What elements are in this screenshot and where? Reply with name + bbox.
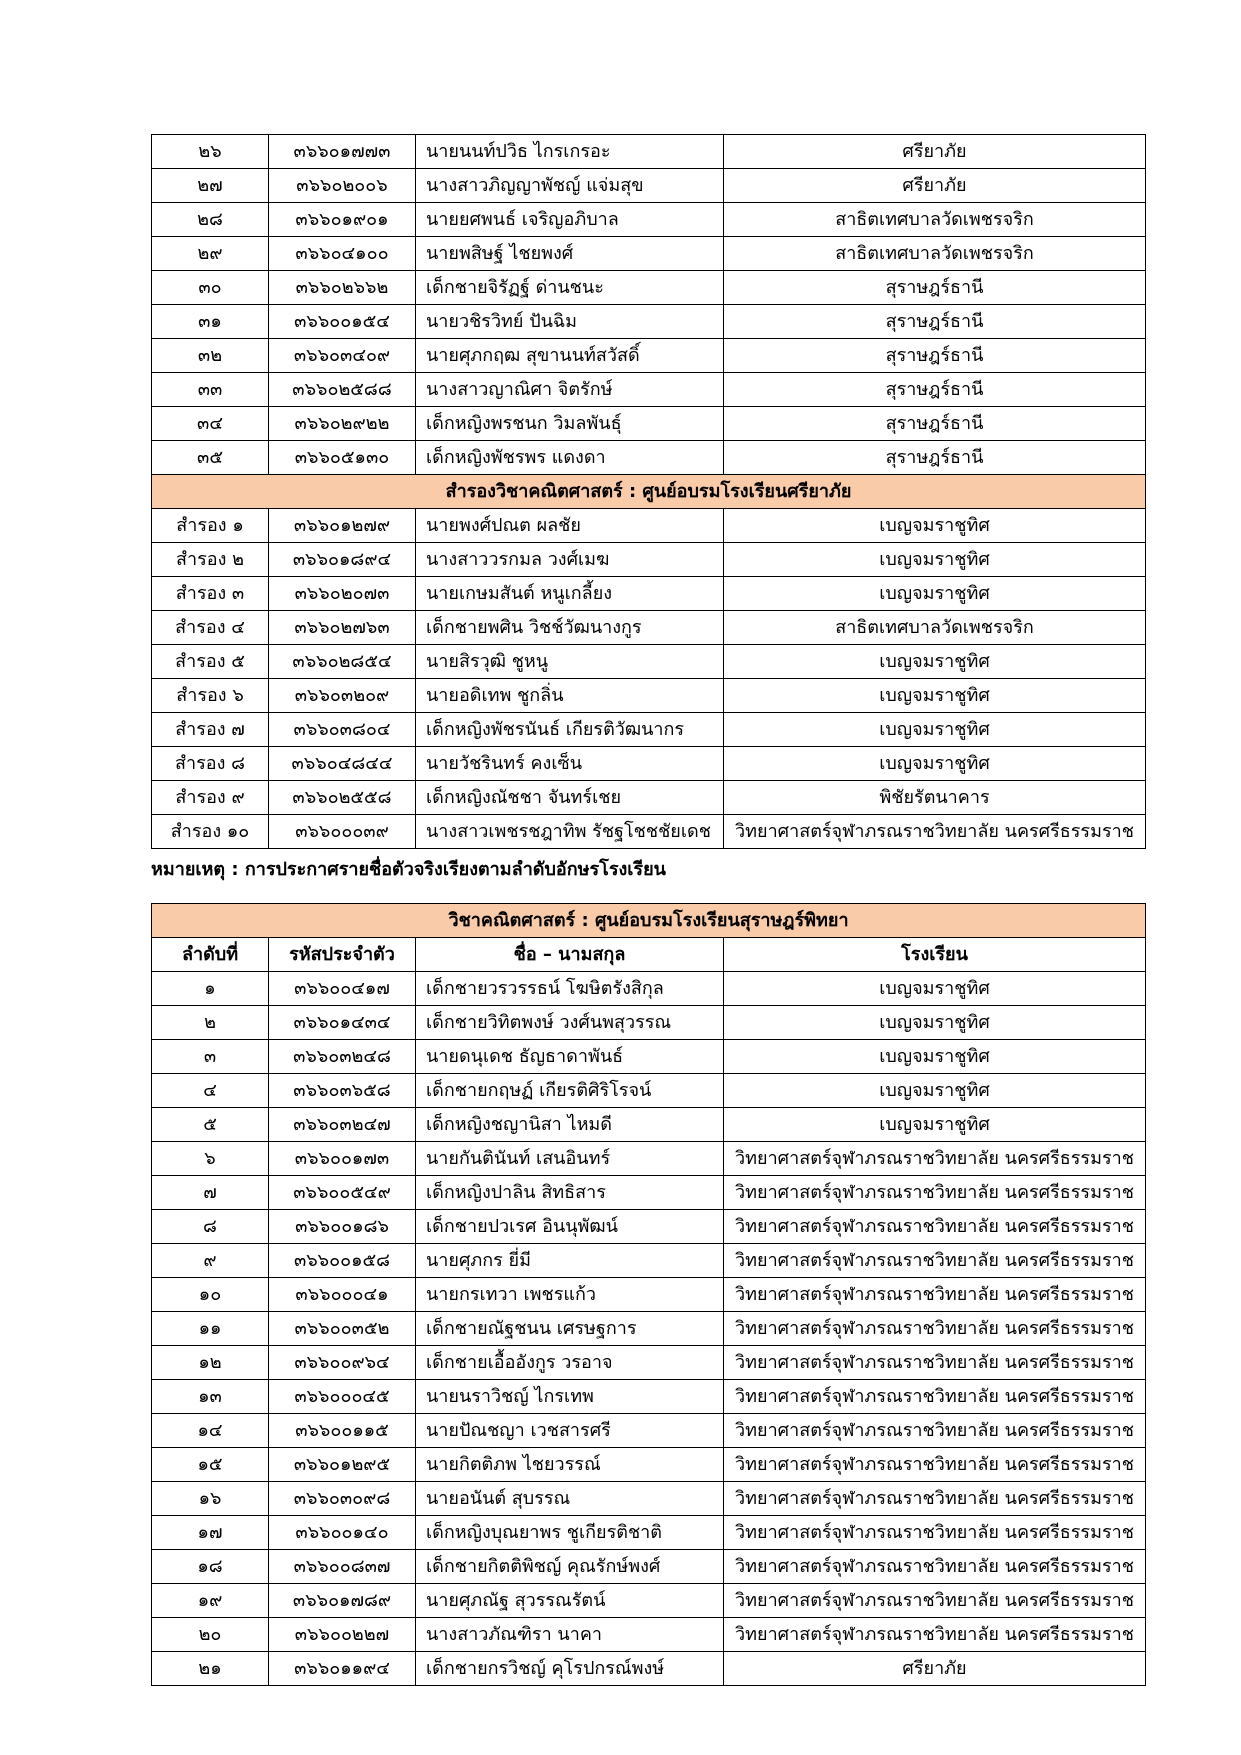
row-number: สำรอง ๖ — [152, 679, 269, 713]
school-name: เบญจมราชูทิศ — [724, 713, 1146, 747]
school-name: เบญจมราชูทิศ — [724, 509, 1146, 543]
table-row — [152, 1346, 1146, 1380]
row-number: ๑๘ — [152, 1550, 269, 1584]
note-text: หมายเหตุ : การประกาศรายชื่อตัวจริงเรียงตามลำดับอักษรโรงเรียน — [151, 859, 666, 880]
row-number: ๒๙ — [152, 237, 269, 271]
table-row — [152, 441, 1146, 475]
student-name: นายวัชรินทร์ คงเซ็น — [416, 747, 724, 781]
table-row — [152, 1618, 1146, 1652]
student-id: ๓๖๖๐๑๔๓๔ — [269, 1006, 416, 1040]
table-1-reserve-body — [152, 509, 1146, 849]
table-row — [152, 1482, 1146, 1516]
student-id: ๓๖๖๐๓๘๐๔ — [269, 713, 416, 747]
student-name: เด็กชายณัฐชนน เศรษฐการ — [416, 1312, 724, 1346]
school-name: วิทยาศาสตร์จุฬาภรณราชวิทยาลัย นครศรีธรรมราช — [724, 1176, 1146, 1210]
row-number: สำรอง ๘ — [152, 747, 269, 781]
table-row — [152, 1142, 1146, 1176]
table-row — [152, 1006, 1146, 1040]
student-id: ๓๖๖๐๓๒๔๗ — [269, 1108, 416, 1142]
student-name: เด็กหญิงพรชนก วิมลพันธุ์ — [416, 407, 724, 441]
row-number: ๒๐ — [152, 1618, 269, 1652]
table-row — [152, 1278, 1146, 1312]
table-row — [152, 1244, 1146, 1278]
student-name: นายเกษมสันต์ หนูเกลี้ยง — [416, 577, 724, 611]
row-number: ๙ — [152, 1244, 269, 1278]
student-name: นายพสิษฐ์ ไชยพงศ์ — [416, 237, 724, 271]
table-row — [152, 135, 1146, 169]
student-name: นายอดิเทพ ชูกลิ่น — [416, 679, 724, 713]
student-name: เด็กหญิงชญานิสา ไหมดี — [416, 1108, 724, 1142]
student-id: ๓๖๖๐๔๘๔๔ — [269, 747, 416, 781]
student-id: ๓๖๖๐๒๖๖๒ — [269, 271, 416, 305]
student-id: ๓๖๖๐๐๔๑๗ — [269, 972, 416, 1006]
student-id: ๓๖๖๐๐๑๔๐ — [269, 1516, 416, 1550]
table-row — [152, 339, 1146, 373]
student-name: นางสาวเพชรชฎาทิพ รัชฐโชชชัยเดช — [416, 815, 724, 849]
table-2-head — [152, 904, 1146, 972]
table-row — [152, 1176, 1146, 1210]
student-name: เด็กชายวิทิตพงษ์ วงศ์นพสุวรรณ — [416, 1006, 724, 1040]
school-name: วิทยาศาสตร์จุฬาภรณราชวิทยาลัย นครศรีธรรมราช — [724, 1516, 1146, 1550]
student-id: ๓๖๖๐๑๒๙๕ — [269, 1448, 416, 1482]
student-name: เด็กชายกิตติพิชญ์ คุณรักษ์พงศ์ — [416, 1550, 724, 1584]
row-number: ๑๖ — [152, 1482, 269, 1516]
school-name: วิทยาศาสตร์จุฬาภรณราชวิทยาลัย นครศรีธรรมราช — [724, 1278, 1146, 1312]
row-number: ๒ — [152, 1006, 269, 1040]
row-number: ๑๑ — [152, 1312, 269, 1346]
school-name: วิทยาศาสตร์จุฬาภรณราชวิทยาลัย นครศรีธรรมราช — [724, 1346, 1146, 1380]
student-id: ๓๖๖๐๐๐๔๑ — [269, 1278, 416, 1312]
row-number: สำรอง ๗ — [152, 713, 269, 747]
header-school: โรงเรียน — [724, 938, 1146, 972]
row-number: ๑๗ — [152, 1516, 269, 1550]
table-2-body — [152, 972, 1146, 1686]
student-name: นางสาวภัณฑิรา นาคา — [416, 1618, 724, 1652]
table-1-section — [152, 475, 1146, 509]
student-name: เด็กหญิงพัชรนันธ์ เกียรติวัฒนากร — [416, 713, 724, 747]
student-name: นายกรเทวา เพชรแก้ว — [416, 1278, 724, 1312]
school-name: เบญจมราชูทิศ — [724, 1108, 1146, 1142]
table-row — [152, 1550, 1146, 1584]
table-row — [152, 373, 1146, 407]
school-name: พิชัยรัตนาคาร — [724, 781, 1146, 815]
student-id: ๓๖๖๐๒๕๕๘ — [269, 781, 416, 815]
student-list-table-2 — [151, 903, 1146, 1686]
table-row — [152, 1108, 1146, 1142]
student-name: นางสาวญาณิศา จิตรักษ์ — [416, 373, 724, 407]
student-id: ๓๖๖๐๐๐๓๙ — [269, 815, 416, 849]
table-1-body — [152, 135, 1146, 475]
student-name: เด็กหญิงปาลิน สิทธิสาร — [416, 1176, 724, 1210]
student-name: นายสิรวุฒิ ชูหนู — [416, 645, 724, 679]
student-name: เด็กหญิงพัชรพร แดงดา — [416, 441, 724, 475]
row-number: ๑๒ — [152, 1346, 269, 1380]
school-name: สุราษฎร์ธานี — [724, 271, 1146, 305]
header-name: ชื่อ – นามสกุล — [416, 938, 724, 972]
school-name: ศรียาภัย — [724, 169, 1146, 203]
table-row — [152, 237, 1146, 271]
school-name: เบญจมราชูทิศ — [724, 1040, 1146, 1074]
student-name: นายพงศ์ปณต ผลชัย — [416, 509, 724, 543]
section-header-row — [152, 475, 1146, 509]
school-name: เบญจมราชูทิศ — [724, 747, 1146, 781]
section-title: วิชาคณิตศาสตร์ : ศูนย์อบรมโรงเรียนสุราษฎร์พิทยา — [152, 904, 1146, 938]
table-row — [152, 1210, 1146, 1244]
student-name: เด็กชายพศิน วิชช์วัฒนางกูร — [416, 611, 724, 645]
school-name: เบญจมราชูทิศ — [724, 1074, 1146, 1108]
row-number: ๓ — [152, 1040, 269, 1074]
school-name: วิทยาศาสตร์จุฬาภรณราชวิทยาลัย นครศรีธรรมราช — [724, 1210, 1146, 1244]
student-name: เด็กชายกรวิชญ์ คุโรปกรณ์พงษ์ — [416, 1652, 724, 1686]
row-number: ๒๑ — [152, 1652, 269, 1686]
student-name: นายอนันต์ สุบรรณ — [416, 1482, 724, 1516]
school-name: เบญจมราชูทิศ — [724, 543, 1146, 577]
section-title: สำรองวิชาคณิตศาสตร์ : ศูนย์อบรมโรงเรียนศรียาภัย — [152, 475, 1146, 509]
student-id: ๓๖๖๐๐๙๖๔ — [269, 1346, 416, 1380]
table-row — [152, 1040, 1146, 1074]
row-number: ๘ — [152, 1210, 269, 1244]
school-name: วิทยาศาสตร์จุฬาภรณราชวิทยาลัย นครศรีธรรมราช — [724, 815, 1146, 849]
student-name: นายศุภณัฐ สุวรรณรัตน์ — [416, 1584, 724, 1618]
table-row — [152, 1074, 1146, 1108]
school-name: เบญจมราชูทิศ — [724, 972, 1146, 1006]
school-name: เบญจมราชูทิศ — [724, 1006, 1146, 1040]
student-name: เด็กชายจิรัฏฐ์ ด่านชนะ — [416, 271, 724, 305]
student-id: ๓๖๖๐๐๑๘๖ — [269, 1210, 416, 1244]
school-name: วิทยาศาสตร์จุฬาภรณราชวิทยาลัย นครศรีธรรมราช — [724, 1448, 1146, 1482]
table-row — [152, 203, 1146, 237]
school-name: วิทยาศาสตร์จุฬาภรณราชวิทยาลัย นครศรีธรรมราช — [724, 1142, 1146, 1176]
student-id: ๓๖๖๐๑๘๙๔ — [269, 543, 416, 577]
school-name: วิทยาศาสตร์จุฬาภรณราชวิทยาลัย นครศรีธรรมราช — [724, 1482, 1146, 1516]
student-name: เด็กหญิงบุณยาพร ชูเกียรติชาติ — [416, 1516, 724, 1550]
school-name: ศรียาภัย — [724, 135, 1146, 169]
school-name: สุราษฎร์ธานี — [724, 339, 1146, 373]
row-number: ๒๖ — [152, 135, 269, 169]
student-name: นายศุภกร ยี่มี — [416, 1244, 724, 1278]
row-number: สำรอง ๑ — [152, 509, 269, 543]
student-id: ๓๖๖๐๑๑๙๔ — [269, 1652, 416, 1686]
header-id: รหัสประจำตัว — [269, 938, 416, 972]
table-row — [152, 972, 1146, 1006]
student-id: ๓๖๖๐๔๑๐๐ — [269, 237, 416, 271]
student-name: นายปัณชญา เวชสารศรี — [416, 1414, 724, 1448]
school-name: วิทยาศาสตร์จุฬาภรณราชวิทยาลัย นครศรีธรรมราช — [724, 1584, 1146, 1618]
school-name: สาธิตเทศบาลวัดเพชรจริก — [724, 611, 1146, 645]
student-name: เด็กชายเอื้ออังกูร วรอาจ — [416, 1346, 724, 1380]
student-id: ๓๖๖๐๐๑๕๘ — [269, 1244, 416, 1278]
student-id: ๓๖๖๐๒๕๘๘ — [269, 373, 416, 407]
table-row — [152, 1380, 1146, 1414]
table-row — [152, 713, 1146, 747]
student-id: ๓๖๖๐๕๑๓๐ — [269, 441, 416, 475]
school-name: เบญจมราชูทิศ — [724, 679, 1146, 713]
student-name: เด็กหญิงณัชชา จันทร์เชย — [416, 781, 724, 815]
student-id: ๓๖๖๐๓๒๔๘ — [269, 1040, 416, 1074]
student-name: นายนราวิชญ์ ไกรเทพ — [416, 1380, 724, 1414]
student-id: ๓๖๖๐๒๙๒๒ — [269, 407, 416, 441]
student-name: นางสาววรกมล วงศ์เมฆ — [416, 543, 724, 577]
table-row — [152, 1584, 1146, 1618]
school-name: วิทยาศาสตร์จุฬาภรณราชวิทยาลัย นครศรีธรรมราช — [724, 1414, 1146, 1448]
student-name: เด็กชายปวเรศ อินนุพัฒน์ — [416, 1210, 724, 1244]
row-number: ๓๓ — [152, 373, 269, 407]
student-id: ๓๖๖๐๑๙๐๑ — [269, 203, 416, 237]
reserve-list-table-1 — [151, 134, 1146, 849]
school-name: เบญจมราชูทิศ — [724, 577, 1146, 611]
student-name: นายกิตติภพ ไชยวรรณ์ — [416, 1448, 724, 1482]
row-number: ๒๗ — [152, 169, 269, 203]
student-name: นายศุภกฤฒ สุขานนท์สวัสดิ์ — [416, 339, 724, 373]
table-row — [152, 781, 1146, 815]
row-number: ๒๘ — [152, 203, 269, 237]
row-number: ๑๔ — [152, 1414, 269, 1448]
row-number: ๑๕ — [152, 1448, 269, 1482]
table-row — [152, 577, 1146, 611]
student-id: ๓๖๖๐๐๓๕๒ — [269, 1312, 416, 1346]
student-id: ๓๖๖๐๓๐๙๘ — [269, 1482, 416, 1516]
student-id: ๓๖๖๐๓๔๐๙ — [269, 339, 416, 373]
student-id: ๓๖๖๐๓๖๕๘ — [269, 1074, 416, 1108]
student-id: ๓๖๖๐๒๘๕๔ — [269, 645, 416, 679]
table-row — [152, 747, 1146, 781]
table-row — [152, 407, 1146, 441]
row-number: ๓๔ — [152, 407, 269, 441]
student-name: เด็กชายวรวรรธน์ โฆษิตรังสิกุล — [416, 972, 724, 1006]
table-row — [152, 509, 1146, 543]
table-row — [152, 271, 1146, 305]
school-name: วิทยาศาสตร์จุฬาภรณราชวิทยาลัย นครศรีธรรมราช — [724, 1618, 1146, 1652]
student-id: ๓๖๖๐๒๐๗๓ — [269, 577, 416, 611]
student-name: เด็กชายกฤษฏ์ เกียรติศิริโรจน์ — [416, 1074, 724, 1108]
table-row — [152, 611, 1146, 645]
school-name: วิทยาศาสตร์จุฬาภรณราชวิทยาลัย นครศรีธรรมราช — [724, 1244, 1146, 1278]
student-name: นายดนุเดช ธัญธาดาพันธ์ — [416, 1040, 724, 1074]
school-name: วิทยาศาสตร์จุฬาภรณราชวิทยาลัย นครศรีธรรมราช — [724, 1380, 1146, 1414]
table-row — [152, 1448, 1146, 1482]
student-id: ๓๖๖๐๐๑๗๓ — [269, 1142, 416, 1176]
student-id: ๓๖๖๐๐๕๔๙ — [269, 1176, 416, 1210]
table-row — [152, 169, 1146, 203]
table-row — [152, 1516, 1146, 1550]
row-number: ๑๐ — [152, 1278, 269, 1312]
table-row — [152, 1652, 1146, 1686]
school-name: สุราษฎร์ธานี — [724, 373, 1146, 407]
row-number: ๑๓ — [152, 1380, 269, 1414]
row-number: สำรอง ๒ — [152, 543, 269, 577]
row-number: ๖ — [152, 1142, 269, 1176]
student-name: นางสาวภิญญาพัชญ์ แจ่มสุข — [416, 169, 724, 203]
student-name: นายวชิรวิทย์ ปันฉิม — [416, 305, 724, 339]
table-row — [152, 679, 1146, 713]
row-number: ๕ — [152, 1108, 269, 1142]
student-name: นายกันตินันท์ เสนอินทร์ — [416, 1142, 724, 1176]
table-row — [152, 645, 1146, 679]
student-id: ๓๖๖๐๐๘๓๗ — [269, 1550, 416, 1584]
row-number: ๓๒ — [152, 339, 269, 373]
table-row — [152, 543, 1146, 577]
school-name: สุราษฎร์ธานี — [724, 407, 1146, 441]
student-id: ๓๖๖๐๑๒๗๙ — [269, 509, 416, 543]
row-number: สำรอง ๑๐ — [152, 815, 269, 849]
table-row — [152, 305, 1146, 339]
student-id: ๓๖๖๐๒๗๖๓ — [269, 611, 416, 645]
student-id: ๓๖๖๐๒๐๐๖ — [269, 169, 416, 203]
row-number: ๔ — [152, 1074, 269, 1108]
student-name: นายยศพนธ์ เจริญอภิบาล — [416, 203, 724, 237]
table-row — [152, 1312, 1146, 1346]
student-name: นายนนท์ปวิธ ไกรเกรอะ — [416, 135, 724, 169]
school-name: สาธิตเทศบาลวัดเพชรจริก — [724, 237, 1146, 271]
student-id: ๓๖๖๐๑๗๗๓ — [269, 135, 416, 169]
school-name: สุราษฎร์ธานี — [724, 305, 1146, 339]
student-id: ๓๖๖๐๐๒๒๗ — [269, 1618, 416, 1652]
column-header-row — [152, 938, 1146, 972]
school-name: สุราษฎร์ธานี — [724, 441, 1146, 475]
section-header-row — [152, 904, 1146, 938]
school-name: สาธิตเทศบาลวัดเพชรจริก — [724, 203, 1146, 237]
student-id: ๓๖๖๐๐๑๕๔ — [269, 305, 416, 339]
row-number: สำรอง ๔ — [152, 611, 269, 645]
row-number: สำรอง ๕ — [152, 645, 269, 679]
header-no: ลำดับที่ — [152, 938, 269, 972]
student-id: ๓๖๖๐๐๑๑๕ — [269, 1414, 416, 1448]
student-id: ๓๖๖๐๓๒๐๙ — [269, 679, 416, 713]
row-number: ๗ — [152, 1176, 269, 1210]
row-number: สำรอง ๓ — [152, 577, 269, 611]
row-number: ๑๙ — [152, 1584, 269, 1618]
school-name: วิทยาศาสตร์จุฬาภรณราชวิทยาลัย นครศรีธรรมราช — [724, 1312, 1146, 1346]
row-number: สำรอง ๙ — [152, 781, 269, 815]
row-number: ๑ — [152, 972, 269, 1006]
school-name: วิทยาศาสตร์จุฬาภรณราชวิทยาลัย นครศรีธรรมราช — [724, 1550, 1146, 1584]
table-row — [152, 1414, 1146, 1448]
row-number: ๓๕ — [152, 441, 269, 475]
student-id: ๓๖๖๐๑๗๘๙ — [269, 1584, 416, 1618]
row-number: ๓๑ — [152, 305, 269, 339]
student-id: ๓๖๖๐๐๐๔๕ — [269, 1380, 416, 1414]
row-number: ๓๐ — [152, 271, 269, 305]
school-name: ศรียาภัย — [724, 1652, 1146, 1686]
school-name: เบญจมราชูทิศ — [724, 645, 1146, 679]
table-row — [152, 815, 1146, 849]
